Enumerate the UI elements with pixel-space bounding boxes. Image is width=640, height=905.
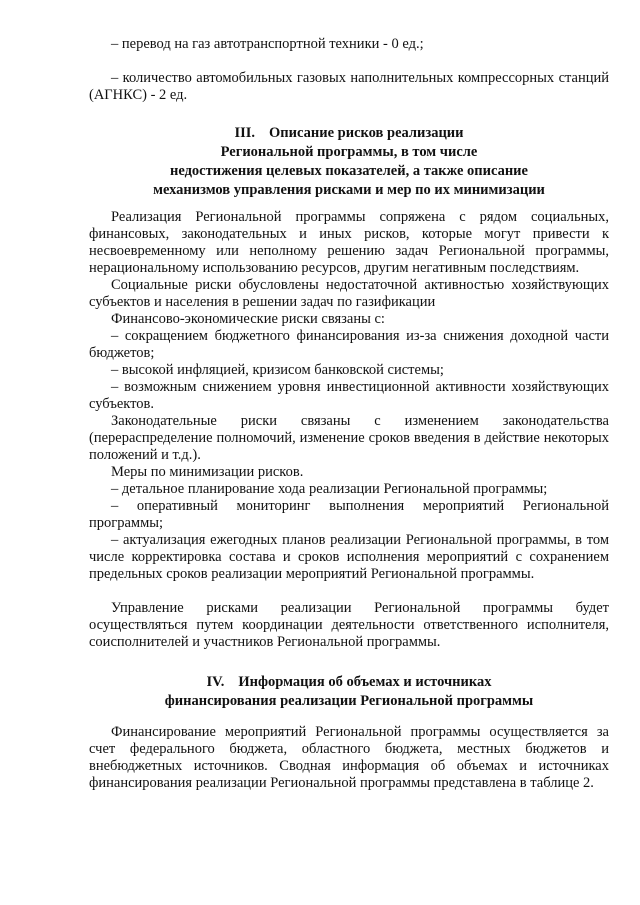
list-item: – количество автомобильных газовых наполнительных компрессорных станций (АГНКС) - 2 ед.	[89, 70, 609, 103]
heading-line: III. Описание рисков реализации	[234, 125, 464, 141]
list-item: – сокращением бюджетного финансирования из-за снижения доходной части бюджетов;	[89, 328, 609, 361]
heading-line: IV. Информация об объемах и источниках	[206, 674, 492, 690]
section-number: III.	[234, 125, 256, 141]
heading-line: механизмов управления рисками и мер по их минимизации	[153, 182, 545, 198]
paragraph: Финансирование мероприятий Региональной программы осуществляется за счет федерального бюджета, областного бюджета, местных бюджетов и внебюджетных источников. Сводная информация об объемах и источниках финансирования реализации Региональной программы представлена в таблице 2.	[89, 724, 609, 791]
section-number: IV.	[206, 674, 225, 690]
paragraph: Реализация Региональной программы сопряжена с рядом социальных, финансовых, законодательных и иных рисков, которые могут привести к несвоевременному или неполному решению задач Региональной программы, нерациональному использованию ресурсов, другим негативным последствиям.	[89, 209, 609, 276]
list-item: – возможным снижением уровня инвестиционной активности хозяйствующих субъектов.	[89, 379, 609, 412]
paragraph: Меры по минимизации рисков.	[111, 464, 304, 480]
list-item: – оперативный мониторинг выполнения мероприятий Региональной программы;	[89, 498, 609, 531]
paragraph: Социальные риски обусловлены недостаточной активностью хозяйствующих субъектов и населения в решении задач по газификации	[89, 277, 609, 310]
section-4-heading	[89, 673, 609, 711]
list-item: – детальное планирование хода реализации Региональной программы;	[111, 481, 548, 497]
heading-line: Региональной программы, в том числе	[220, 144, 478, 160]
heading-line: финансирования реализации Региональной программы	[164, 693, 534, 709]
paragraph: Финансово-экономические риски связаны с:	[111, 311, 385, 327]
list-item: – актуализация ежегодных планов реализации Региональной программы, в том числе корректировка состава и сроков исполнения мероприятий с сохранением предельных сроков реализации мероприятий Региональной программы.	[89, 532, 609, 582]
list-item: – перевод на газ автотранспортной техники - 0 ед.;	[111, 36, 424, 52]
section-3-heading	[89, 124, 609, 200]
list-item: – высокой инфляцией, кризисом банковской системы;	[111, 362, 444, 378]
paragraph: Управление рисками реализации Региональной программы будет осуществляться путем координации деятельности ответственного исполнителя, соисполнителей и участников Региональной программы.	[89, 600, 609, 650]
paragraph: Законодательные риски связаны с изменением законодательства (перераспределение полномочий, изменение сроков введения в действие некоторых положений и т.д.).	[89, 413, 609, 463]
heading-line: недостижения целевых показателей, а также описание	[170, 163, 528, 179]
